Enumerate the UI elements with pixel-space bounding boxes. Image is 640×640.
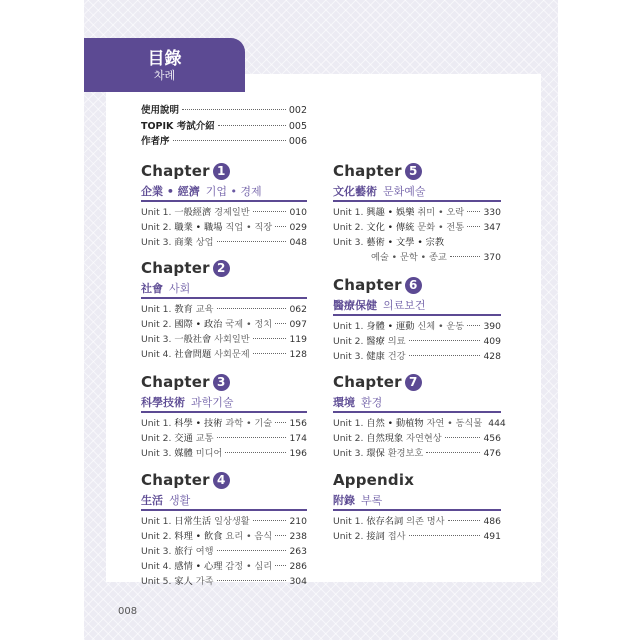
chapter-number-badge: 7 — [405, 374, 422, 391]
chapter-7-section — [333, 371, 506, 460]
chapter-subtitle: 生活 생활 — [141, 494, 191, 507]
unit-entry[interactable]: Unit 2. 醫療 의료 409 — [333, 335, 501, 347]
unit-entry[interactable]: Unit 3. 環保 환경보호 476 — [333, 447, 501, 459]
unit-entry[interactable]: Unit 1. 日常生活 일상생활 210 — [141, 515, 307, 527]
chapter-subtitle: 企業 • 經濟 기업 • 경제 — [141, 185, 262, 198]
intro-item[interactable]: TOPIK 考試介紹 005 — [141, 120, 307, 132]
chapter-rule — [333, 411, 501, 413]
appendix-section — [333, 469, 501, 543]
unit-entry[interactable]: Unit 1. 興趣 • 娛樂 취미 • 오락 330 — [333, 206, 501, 218]
leader-dots — [182, 109, 286, 110]
chapter-number-badge: 6 — [405, 277, 422, 294]
chapter-1-section — [141, 160, 307, 249]
chapter-heading: Chapter 5 — [333, 160, 501, 182]
intro-list — [141, 102, 307, 149]
chapter-rule — [333, 314, 501, 316]
unit-entry[interactable]: Unit 1. 依存名詞 의존 명사 486 — [333, 515, 501, 527]
chapter-heading: Chapter 3 — [141, 371, 307, 393]
chapter-heading: Chapter 7 — [333, 371, 501, 393]
unit-entry[interactable]: Unit 5. 家人 가족 304 — [141, 575, 307, 587]
unit-entry[interactable]: Unit 1. 科學 • 技術 과학 • 기술 156 — [141, 417, 307, 429]
chapter-2-section — [141, 257, 307, 361]
intro-item[interactable]: 作者序 006 — [141, 136, 307, 147]
chapter-rule — [333, 509, 501, 511]
chapter-number-badge: 5 — [405, 163, 422, 180]
unit-entry[interactable]: Unit 1. 一般經濟 경제일반 010 — [141, 206, 307, 218]
chapter-number-badge: 3 — [213, 374, 230, 391]
chapter-heading: Chapter 4 — [141, 469, 307, 491]
chapter-subtitle: 文化藝術 문화예술 — [333, 185, 426, 198]
appendix-heading: Appendix — [333, 471, 415, 489]
toc-title: 目錄 — [147, 49, 182, 69]
chapter-rule — [141, 411, 307, 413]
unit-entry[interactable]: Unit 2. 接詞 접사 491 — [333, 530, 501, 542]
unit-entry[interactable]: Unit 3. 商業 상업 048 — [141, 236, 307, 248]
chapter-3-section — [141, 371, 307, 460]
unit-entry[interactable]: Unit 4. 感情 • 心理 감정 • 심리 286 — [141, 560, 307, 572]
unit-entry[interactable]: Unit 1. 自然 • 動植物 자연 • 동식물 444 — [333, 417, 506, 429]
unit-entry[interactable]: Unit 2. 交通 교통 174 — [141, 432, 307, 444]
unit-entry[interactable]: Unit 3. 健康 건강 428 — [333, 350, 501, 362]
unit-entry[interactable]: Unit 2. 國際 • 政治 국제 • 정치 097 — [141, 318, 307, 330]
leader-dots — [173, 140, 286, 141]
unit-entry[interactable]: Unit 2. 職業 • 職場 직업 • 직장 029 — [141, 221, 307, 233]
chapter-subtitle: 醫療保健 의료보건 — [333, 299, 426, 312]
chapter-heading: Chapter 2 — [141, 257, 307, 279]
chapter-subtitle: 社會 사회 — [141, 282, 191, 295]
unit-entry[interactable]: Unit 1. 身體 • 運動 신체 • 운동 390 — [333, 320, 501, 332]
unit-entry[interactable]: Unit 3. 媒體 미디어 196 — [141, 447, 307, 459]
unit-entry[interactable]: Unit 2. 料理 • 飲食 요리 • 음식 238 — [141, 530, 307, 542]
unit-entry-continuation[interactable]: 예술 • 문학 • 종교 370 — [371, 251, 501, 263]
unit-entry[interactable]: Unit 2. 自然現象 자연현상 456 — [333, 432, 501, 444]
chapter-subtitle: 環境 환경 — [333, 396, 383, 409]
chapter-rule — [141, 509, 307, 511]
chapter-rule — [141, 200, 307, 202]
unit-entry[interactable]: Unit 3. 一般社會 사회일반 119 — [141, 333, 307, 345]
chapter-4-section — [141, 469, 307, 588]
chapter-heading: Chapter 1 — [141, 160, 307, 182]
toc-subtitle: 차례 — [153, 69, 176, 82]
chapter-number-badge: 2 — [213, 260, 230, 277]
unit-entry[interactable]: Unit 4. 社會問題 사회문제 128 — [141, 348, 307, 360]
leader-dots — [218, 125, 286, 126]
chapter-number-badge: 4 — [213, 472, 230, 489]
toc-title-tab — [84, 38, 245, 92]
unit-entry[interactable]: Unit 1. 教育 교육 062 — [141, 303, 307, 315]
unit-entry[interactable]: Unit 3. 旅行 여행 263 — [141, 545, 307, 557]
chapter-number-badge: 1 — [213, 163, 230, 180]
chapter-subtitle: 科學技術 과학기술 — [141, 396, 234, 409]
chapter-rule — [333, 200, 501, 202]
chapter-subtitle: 附錄 부록 — [333, 494, 383, 507]
chapter-6-section — [333, 274, 501, 363]
chapter-heading: Chapter 6 — [333, 274, 501, 296]
chapter-5-section — [333, 160, 501, 264]
chapter-rule — [141, 297, 307, 299]
unit-entry[interactable]: Unit 3. 藝術 • 文學 • 宗教 — [333, 236, 445, 248]
intro-item[interactable]: 使用說明 002 — [141, 105, 307, 116]
page-number: 008 — [118, 606, 138, 617]
unit-entry[interactable]: Unit 2. 文化 • 傳統 문화 • 전통 347 — [333, 221, 501, 233]
